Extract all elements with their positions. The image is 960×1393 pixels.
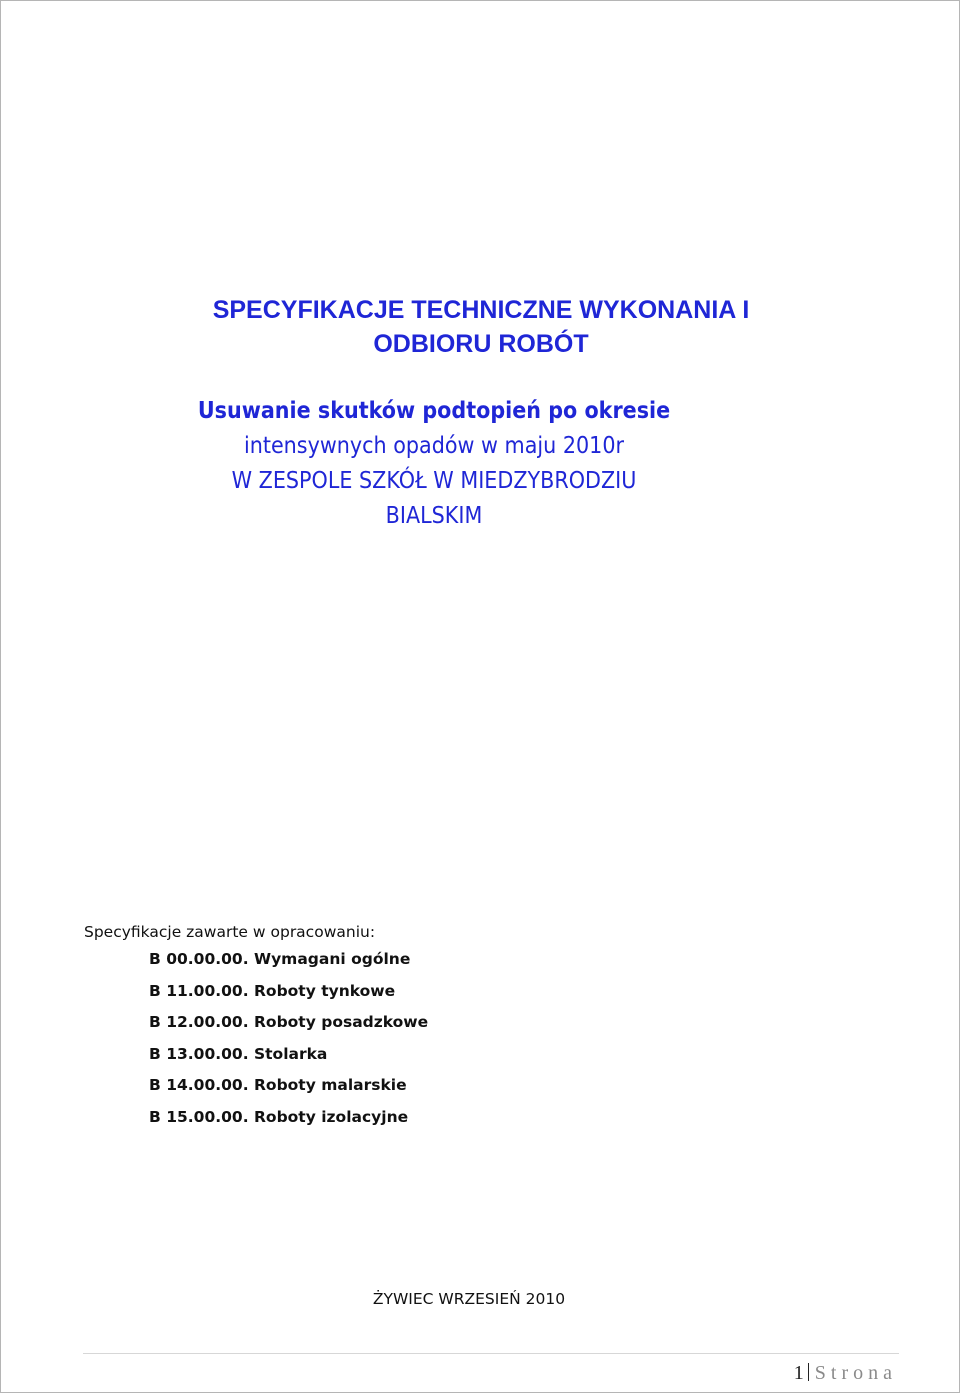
spec-item: B 13.00.00. Stolarka — [149, 1044, 328, 1063]
subtitle-line-1: Usuwanie skutków podtopień po okresie — [197, 398, 671, 424]
spec-item: B 11.00.00. Roboty tynkowe — [149, 981, 396, 1000]
spec-item: B 14.00.00. Roboty malarskie — [149, 1076, 407, 1095]
title-line-1: SPECYFIKACJE TECHNICZNE WYKONANIA I — [212, 296, 750, 324]
document-title — [1, 293, 960, 361]
spec-intro: Specyfikacje zawarte w opracowaniu: — [84, 923, 376, 941]
subtitle-line-3: W ZESPOLE SZKÓŁ W MIEDZYBRODZIU — [231, 468, 637, 494]
subtitle-line-4: BIALSKIM — [385, 503, 483, 529]
title-line-2: ODBIORU ROBÓT — [373, 330, 589, 358]
spec-item: B 12.00.00. Roboty posadzkowe — [149, 1013, 429, 1032]
spec-item: B 15.00.00. Roboty izolacyjne — [149, 1107, 409, 1126]
page-number-value: 1 — [793, 1362, 804, 1384]
spec-list — [149, 944, 428, 1134]
footer-divider — [83, 1353, 899, 1354]
spec-item: B 00.00.00. Wymagani ogólne — [149, 950, 411, 968]
page-word: Strona — [814, 1362, 897, 1384]
page-number-separator — [808, 1363, 809, 1381]
page-number — [794, 1362, 897, 1385]
subtitle-line-2: intensywnych opadów w maju 2010r — [243, 433, 625, 459]
place-date: ŻYWIEC WRZESIEŃ 2010 — [372, 1290, 566, 1308]
document-subtitle — [44, 394, 823, 534]
